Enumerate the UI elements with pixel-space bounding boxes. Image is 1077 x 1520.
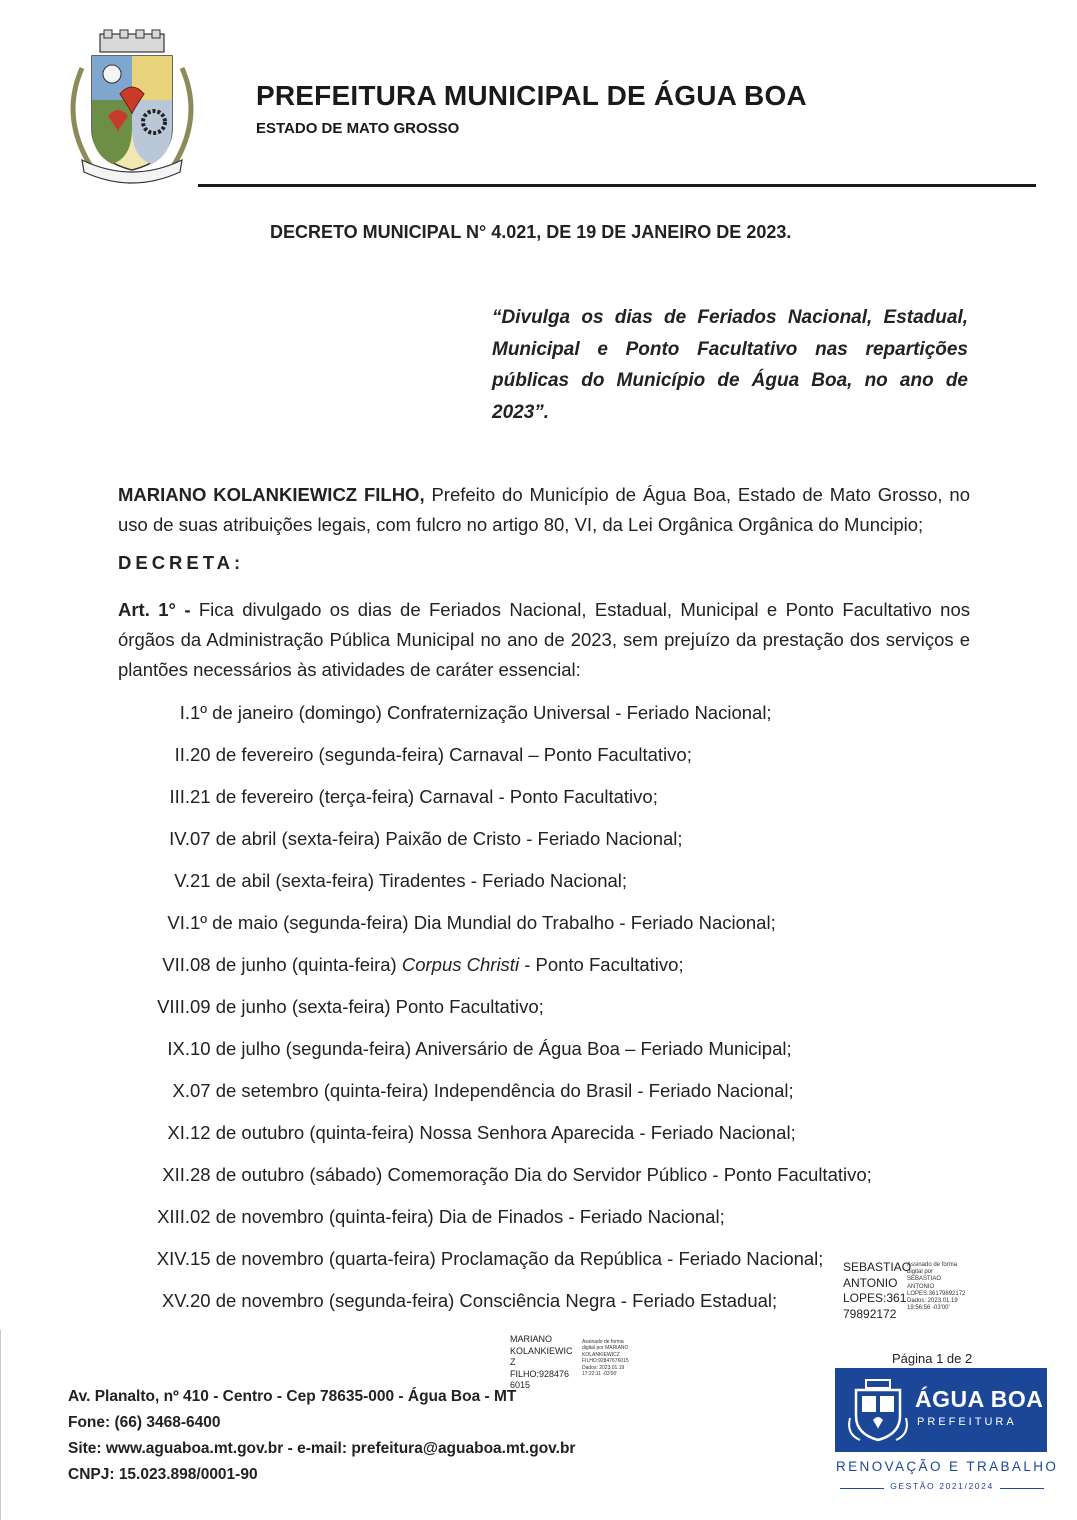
holiday-item-number: IV. <box>169 828 190 849</box>
holiday-item-text: 07 de abril (sexta-feira) Paixão de Cristo - Feriado Nacional; <box>190 828 683 849</box>
signature-line: LOPES:36179892172 <box>907 1290 966 1297</box>
holiday-item <box>0 908 840 938</box>
holiday-item-number: V. <box>174 870 190 891</box>
agua-boa-brand-badge <box>835 1368 1047 1452</box>
city-crest-icon <box>846 1378 910 1444</box>
holiday-item <box>0 698 840 728</box>
signature-line: KOLANKIEWIC <box>510 1345 573 1356</box>
holiday-item-text: 21 de abil (sexta-feira) Tiradentes - Feriado Nacional; <box>190 870 628 891</box>
signature-line: FILHO:928476 <box>510 1368 570 1379</box>
signature-line: MARIANO <box>510 1334 553 1344</box>
holiday-item <box>0 782 840 812</box>
decree-title: DECRETO MUNICIPAL N° 4.021, DE 19 DE JANEIRO DE 2023. <box>270 222 792 242</box>
scan-edge <box>0 1330 13 1520</box>
holiday-item-text: 12 de outubro (quinta-feira) Nossa Senhora Aparecida - Feriado Nacional; <box>190 1122 796 1143</box>
holiday-item-number: VI. <box>167 912 190 933</box>
holiday-item-number: II. <box>174 744 190 765</box>
holiday-item-text: 1º de maio (segunda-feira) Dia Mundial do Trabalho - Feriado Nacional; <box>190 912 776 933</box>
holiday-item-number: XI. <box>167 1122 190 1143</box>
intro-paragraph <box>118 480 970 540</box>
holiday-item <box>0 824 840 854</box>
holiday-item-number: IX. <box>167 1038 190 1059</box>
holiday-item-number: XIV. <box>156 1248 190 1269</box>
holiday-item-text: 28 de outubro (sábado) Comemoração Dia do Servidor Público - Ponto Facultativo; <box>190 1164 872 1185</box>
brand-gestao <box>840 1481 1044 1495</box>
signature-name <box>510 1334 573 1392</box>
holiday-item-text: 15 de novembro (quarta-feira) Proclamação da República - Feriado Nacional; <box>190 1248 824 1269</box>
holiday-item-text: 02 de novembro (quinta-feira) Dia de Finados - Feriado Nacional; <box>190 1206 725 1227</box>
decree-ementa: “Divulga os dias de Feriados Nacional, Estadual, Municipal e Ponto Facultativo nas repartições públicas do Município de Água Boa, no ano de 2023”. <box>492 307 968 423</box>
signature-line: ANTONIO <box>843 1275 898 1290</box>
holiday-item <box>0 1034 840 1064</box>
holiday-item-text: 10 de julho (segunda-feira) Aniversário de Água Boa – Feriado Municipal; <box>190 1038 792 1059</box>
holiday-item <box>0 1076 840 1106</box>
digital-signature-mariano <box>510 1334 650 1404</box>
signature-name <box>843 1260 911 1322</box>
signature-line: 17:22:11 -03'00' <box>582 1371 618 1378</box>
footer-site-email: Site: www.aguaboa.mt.gov.br - e-mail: prefeitura@aguaboa.mt.gov.br <box>68 1440 576 1457</box>
holiday-item <box>0 866 840 896</box>
holiday-item-text-end: - Ponto Facultativo; <box>519 954 684 975</box>
gestao-rule-right <box>1000 1488 1044 1489</box>
holiday-item-number: I. <box>179 702 190 723</box>
brand-subtitle: PREFEITURA <box>917 1416 1017 1428</box>
signature-line: Dados: 2023.01.19 <box>907 1298 958 1305</box>
holiday-item <box>0 1160 872 1190</box>
holiday-item <box>0 950 840 980</box>
holiday-item <box>0 740 840 770</box>
signature-line: Assinado de forma <box>582 1339 624 1345</box>
footer-phone: Fone: (66) 3468-6400 <box>68 1414 221 1431</box>
signature-line: SEBASTIAO <box>843 1260 912 1274</box>
page-number: Página 1 de 2 <box>892 1351 973 1366</box>
holiday-item <box>0 992 840 1022</box>
holiday-item-text: 20 de novembro (segunda-feira) Consciência Negra - Feriado Estadual; <box>190 1290 778 1311</box>
signature-line: LOPES:361 <box>843 1291 907 1305</box>
signature-line: digital por <box>907 1269 934 1276</box>
holiday-item-number: VIII. <box>157 996 190 1017</box>
mayor-name: MARIANO KOLANKIEWICZ FILHO, <box>118 484 425 505</box>
signature-line: Z <box>510 1357 516 1367</box>
coat-of-arms-icon <box>52 28 212 188</box>
footer-cnpj: CNPJ: 15.023.898/0001-90 <box>68 1466 258 1483</box>
intro-text: Prefeito do Município de Água Boa, Estado de Mato Grosso, no uso de suas atribuições legais, com fulcro no artigo 80, VI, da Lei Orgânica Orgânica do Muncipio; <box>118 484 970 535</box>
signature-line: Dados: 2023.01.19 <box>582 1364 625 1371</box>
holiday-item-text: 08 de junho (quinta-feira) <box>190 954 402 975</box>
holiday-item <box>0 1286 840 1316</box>
article-1-label: Art. 1° - <box>118 599 191 620</box>
article-1-text: Fica divulgado os dias de Feriados Nacional, Estadual, Municipal e Ponto Facultativo nos órgãos da Administração Pública Municipal no ano de 2023, sem prejuízo da prestação dos serviços e plantões necessários às atividades de caráter essencial: <box>118 599 970 680</box>
holiday-item-number: III. <box>169 786 190 807</box>
signature-note <box>582 1339 652 1377</box>
digital-signature-sebastiao <box>843 1260 983 1330</box>
signature-line: digital por MARIANO <box>582 1345 629 1352</box>
holiday-item-text: 21 de fevereiro (terça-feira) Carnaval - Ponto Facultativo; <box>190 786 658 807</box>
gestao-rule-left <box>840 1488 884 1489</box>
signature-note <box>907 1262 985 1312</box>
holiday-item-number: X. <box>172 1080 190 1101</box>
holiday-item-text: 1º de janeiro (domingo) Confraternização Universal - Feriado Nacional; <box>190 702 772 723</box>
header-divider <box>198 184 1036 187</box>
holiday-item-text: 09 de junho (sexta-feira) Ponto Facultativo; <box>190 996 544 1017</box>
page-header-title: PREFEITURA MUNICIPAL DE ÁGUA BOA <box>256 80 807 111</box>
holiday-item-number: XIII. <box>157 1206 190 1227</box>
holiday-item <box>0 1202 840 1232</box>
holiday-item-italic: Corpus Christi <box>401 954 520 975</box>
gestao-text: GESTÃO 2021/2024 <box>890 1481 994 1491</box>
signature-line: 19:56:56 -03'00' <box>907 1305 950 1312</box>
holiday-item <box>0 1244 840 1274</box>
holiday-item-text: 07 de setembro (quinta-feira) Independência do Brasil - Feriado Nacional; <box>190 1080 794 1101</box>
article-1-paragraph <box>118 595 970 685</box>
signature-line: KOLANKIEWICZ <box>582 1351 620 1358</box>
signature-line: 79892172 <box>843 1306 897 1321</box>
signature-line: 6015 <box>510 1380 531 1390</box>
holiday-item-number: VII. <box>162 954 190 975</box>
holiday-item <box>0 1118 840 1148</box>
holiday-item-number: XV. <box>161 1290 190 1311</box>
page-header-subtitle: ESTADO DE MATO GROSSO <box>256 120 460 137</box>
holiday-item-text: 20 de fevereiro (segunda-feira) Carnaval – Ponto Facultativo; <box>190 744 692 765</box>
signature-line: FILHO:92847676015 <box>582 1358 629 1365</box>
decreta-heading: DECRETA: <box>118 552 245 573</box>
signature-line: ANTONIO <box>907 1283 935 1290</box>
brand-name: ÁGUA BOA <box>915 1386 1044 1412</box>
brand-slogan: RENOVAÇÃO E TRABALHO <box>836 1459 1059 1474</box>
holiday-item-number: XII. <box>162 1164 190 1185</box>
signature-line: SEBASTIAO <box>907 1276 942 1283</box>
signature-line: Assinado de forma <box>907 1262 958 1268</box>
footer-address: Av. Planalto, nº 410 - Centro - Cep 78635-000 - Água Boa - MT <box>68 1388 517 1405</box>
